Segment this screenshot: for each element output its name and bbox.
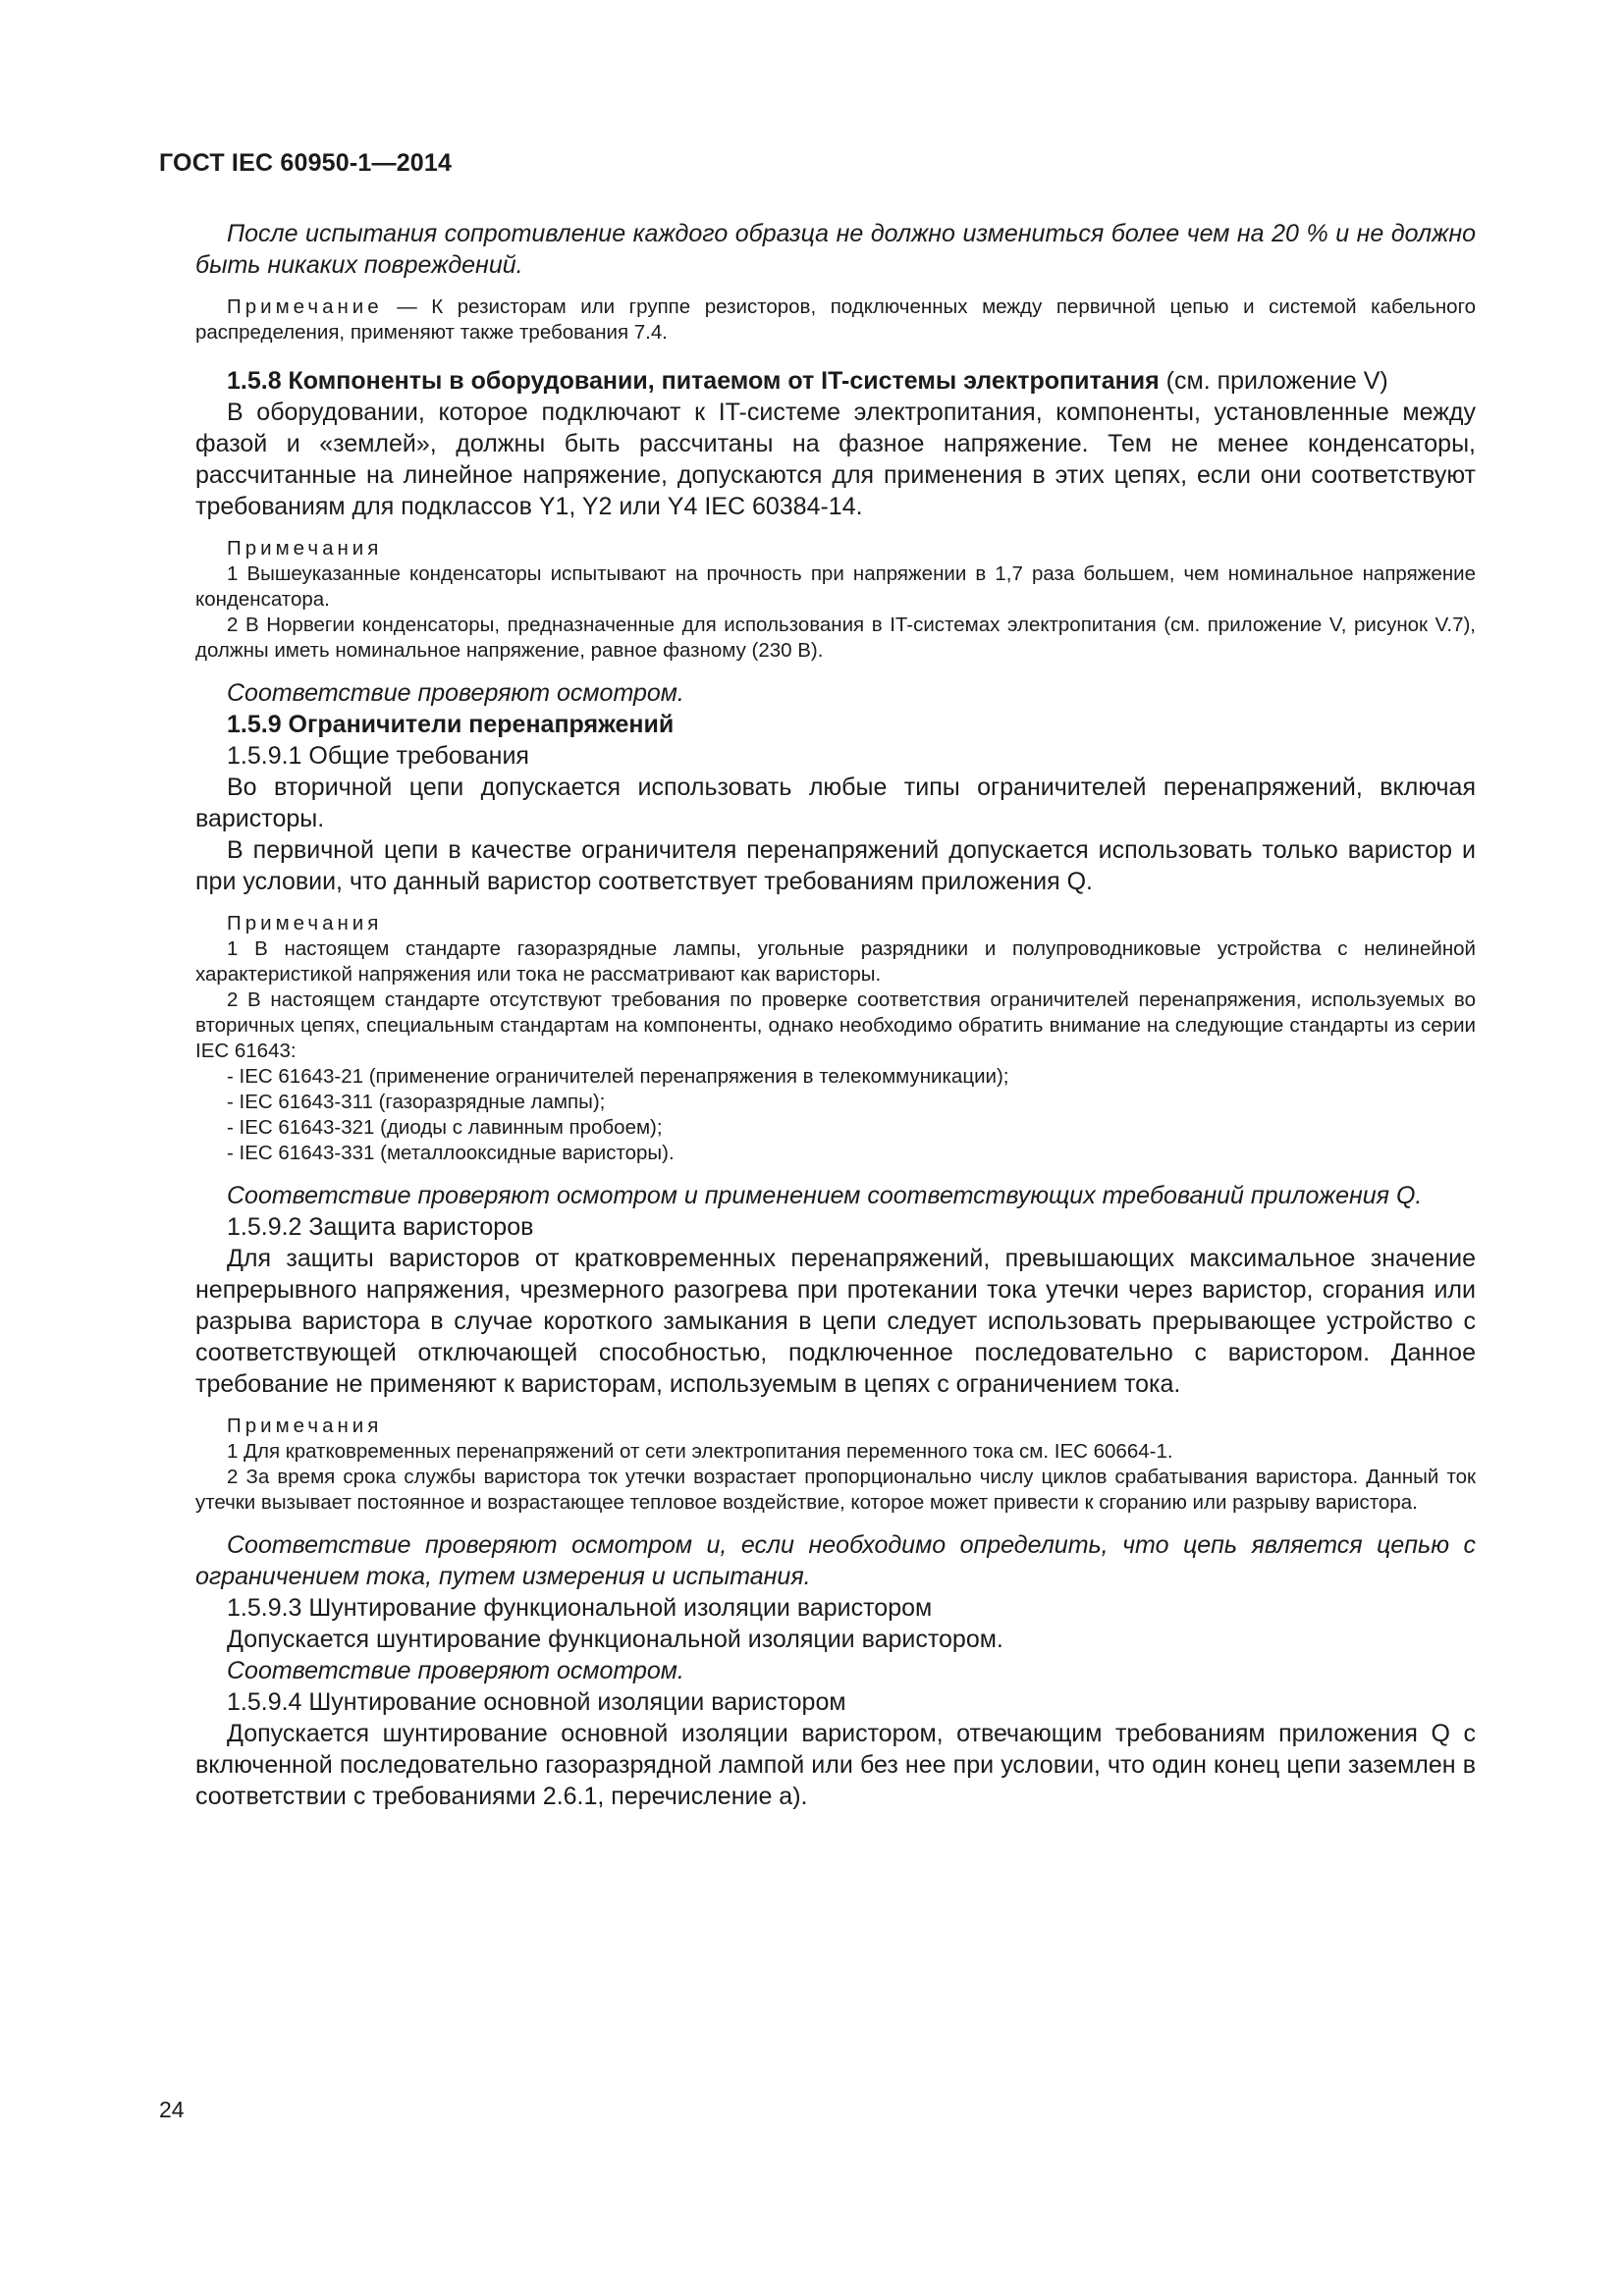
- standard-list-item: - IEC 61643-21 (применение ограничителей перенапряжения в телекоммуникации);: [227, 1065, 1009, 1088]
- section-1-5-8-ref: (см. приложение V): [1159, 367, 1388, 395]
- note-item: 2 В настоящем стандарте отсутствуют требования по проверке соответствия ограничителей перенапряжения, используемых во вторичных цепях, специальным стандартам на компоненты, однако необходимо обратить внимание на следующие стандарты из серии IEC 61643:: [195, 988, 1476, 1062]
- section-1-5-9-heading: 1.5.9 Ограничители перенапряжений: [227, 711, 675, 738]
- note-text: — К резисторам или группе резисторов, подключенных между первичной цепью и системой кабельного распределения, применяют также требования 7.4.: [195, 295, 1476, 344]
- compliance-check: Соответствие проверяют осмотром.: [227, 1657, 684, 1684]
- section-1-5-8-heading-line: [195, 365, 1476, 397]
- section-1-5-9-1-paragraph: В первичной цепи в качестве ограничителя перенапряжений допускается использовать только варистор и при условии, что данный варистор соответствует требованиям приложения Q.: [195, 836, 1476, 895]
- section-1-5-9-3-heading: 1.5.9.3 Шунтирование функциональной изоляции варистором: [227, 1594, 933, 1622]
- page-number: 24: [159, 2097, 185, 2122]
- compliance-check: Соответствие проверяют осмотром и применением соответствующих требований приложения Q.: [227, 1182, 1423, 1209]
- standard-list-item: - IEC 61643-321 (диоды с лавинным пробоем);: [227, 1116, 663, 1139]
- note-resistors: [195, 294, 1476, 346]
- standard-list-item: - IEC 61643-311 (газоразрядные лампы);: [227, 1091, 606, 1113]
- section-1-5-9-4-heading: 1.5.9.4 Шунтирование основной изоляции варистором: [227, 1688, 846, 1716]
- section-1-5-8-heading: 1.5.8 Компоненты в оборудовании, питаемом от IT-системы электропитания: [227, 367, 1160, 395]
- section-1-5-9-3-paragraph: Допускается шунтирование функциональной изоляции варистором.: [227, 1626, 1003, 1653]
- section-1-5-9-2-paragraph: Для защиты варисторов от кратковременных перенапряжений, превышающих максимальное значение непрерывного напряжения, чрезмерного разогрева при протекании тока утечки через варистор, сгорания или разрыва варистора в случае короткого замыкания в цепи следует использовать прерывающее устройство с соответствующей отключающей способностью, подключенное последовательно с варистором. Данное требование не применяют к варисторам, используемым в цепях с ограничением тока.: [195, 1245, 1476, 1398]
- compliance-check: Соответствие проверяют осмотром и, если необходимо определить, что цепь является цепью с ограничением тока, путем измерения и испытания.: [195, 1531, 1476, 1590]
- notes-title: Примечания: [227, 912, 383, 934]
- standard-list-item: - IEC 61643-331 (металлооксидные варисторы).: [227, 1142, 675, 1164]
- section-1-5-9-1-heading: 1.5.9.1 Общие требования: [227, 742, 529, 770]
- notes-title: Примечания: [227, 1415, 383, 1437]
- note-item: 2 За время срока службы варистора ток утечки возрастает пропорционально числу циклов срабатывания варистора. Данный ток утечки вызывает постоянное и возрастающее тепловое воздействие, которое может привести к сгоранию или разрыву варистора.: [195, 1466, 1476, 1514]
- note-item: 2 В Норвегии конденсаторы, предназначенные для использования в IT-системах электропитания (см. приложение V, рисунок V.7), должны иметь номинальное напряжение, равное фазному (230 В).: [195, 614, 1476, 662]
- note-item: 1 Для кратковременных перенапряжений от сети электропитания переменного тока см. IEC 60664-1.: [227, 1440, 1173, 1463]
- section-1-5-9-2-heading: 1.5.9.2 Защита варисторов: [227, 1213, 534, 1241]
- note-item: 1 В настоящем стандарте газоразрядные лампы, угольные разрядники и полупроводниковые устройства с нелинейной характеристикой напряжения или тока не рассматривают как варисторы.: [195, 937, 1476, 986]
- section-1-5-8-paragraph: В оборудовании, которое подключают к IT-системе электропитания, компоненты, установленные между фазой и «землей», должны быть рассчитаны на фазное напряжение. Тем не менее конденсаторы, рассчитанные на линейное напряжение, допускаются для применения в этих цепях, если они соответствуют требованиям для подклассов Y1, Y2 или Y4 IEC 60384-14.: [195, 399, 1476, 520]
- notes-title: Примечания: [227, 537, 383, 560]
- document-body: [195, 218, 1476, 1812]
- section-1-5-9-1-paragraph: Во вторичной цепи допускается использовать любые типы ограничителей перенапряжений, включая варисторы.: [195, 774, 1476, 832]
- document-header: ГОСТ IEC 60950-1—2014: [159, 149, 453, 177]
- note-item: 1 Вышеуказанные конденсаторы испытывают на прочность при напряжении в 1,7 раза большем, чем номинальное напряжение конденсатора.: [195, 562, 1476, 611]
- compliance-check: Соответствие проверяют осмотром.: [227, 679, 684, 707]
- test-result-paragraph: После испытания сопротивление каждого образца не должно измениться более чем на 20 % и не должно быть никаких повреждений.: [195, 220, 1476, 279]
- note-label: Примечание: [227, 295, 383, 318]
- section-1-5-9-4-paragraph: Допускается шунтирование основной изоляции варистором, отвечающим требованиям приложения Q с включенной последовательно газоразрядной лампой или без нее при условии, что один конец цепи заземлен в соответствии с требованиями 2.6.1, перечисление а).: [195, 1720, 1476, 1810]
